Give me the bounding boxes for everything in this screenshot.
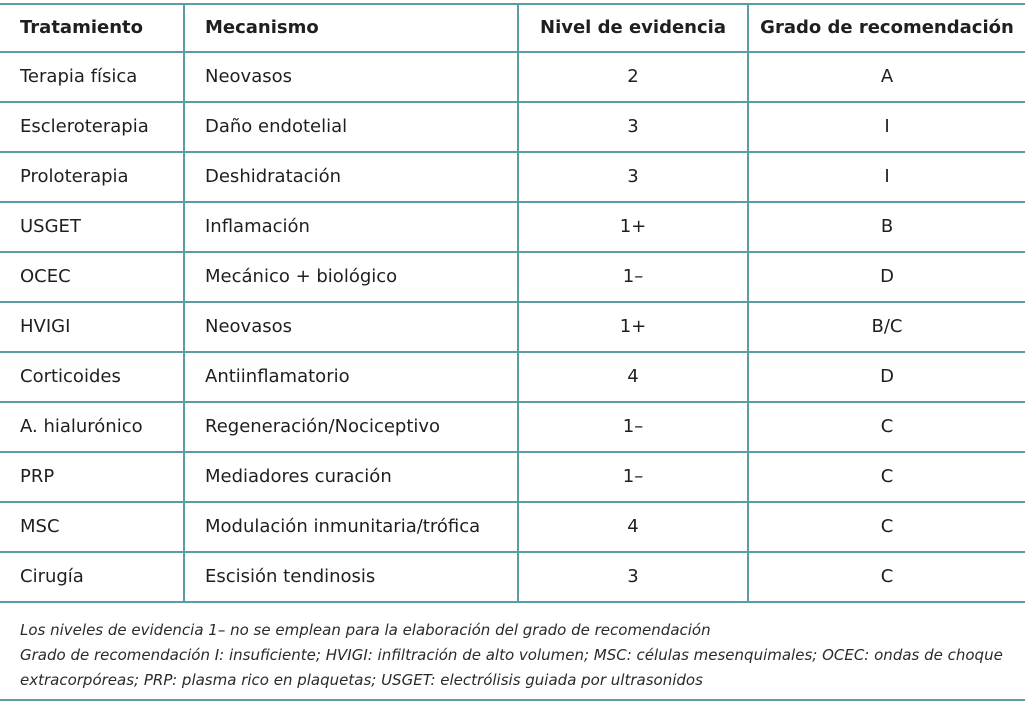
cell-treatment: USGET: [0, 202, 184, 252]
table-row: [0, 452, 1025, 502]
table-row: [0, 402, 1025, 452]
table-row: [0, 252, 1025, 302]
cell-treatment: Escleroterapia: [0, 102, 184, 152]
table-row: [0, 52, 1025, 102]
cell-recommendation-grade: C: [748, 552, 1025, 602]
cell-mechanism: Inflamación: [184, 202, 518, 252]
table-row: [0, 552, 1025, 602]
cell-recommendation-grade: I: [748, 152, 1025, 202]
evidence-table: [0, 3, 1025, 603]
cell-recommendation-grade: B/C: [748, 302, 1025, 352]
cell-treatment: Corticoides: [0, 352, 184, 402]
table-row: [0, 152, 1025, 202]
cell-recommendation-grade: D: [748, 352, 1025, 402]
footnote-abbreviations: Grado de recomendación I: insuficiente; HVIGI: infiltración de alto volumen; MSC: células mesenquimales; OCEC: ondas de choque extracorpóreas; PRP: plasma rico en plaquetas; USGET: electrólisis guiada por ultrasonidos: [20, 646, 1003, 689]
cell-treatment: Cirugía: [0, 552, 184, 602]
cell-recommendation-grade: C: [748, 452, 1025, 502]
cell-mechanism: Modulación inmunitaria/trófica: [184, 502, 518, 552]
cell-evidence-level: 1+: [518, 302, 748, 352]
cell-mechanism: Daño endotelial: [184, 102, 518, 152]
header-recommendation-grade: Grado de recomendación: [748, 4, 1025, 52]
cell-evidence-level: 3: [518, 552, 748, 602]
cell-mechanism: Neovasos: [184, 52, 518, 102]
table-header: [0, 4, 1025, 52]
cell-evidence-level: 1–: [518, 402, 748, 452]
table-row: [0, 302, 1025, 352]
cell-recommendation-grade: D: [748, 252, 1025, 302]
cell-treatment: MSC: [0, 502, 184, 552]
header-treatment: Tratamiento: [0, 4, 184, 52]
cell-evidence-level: 1–: [518, 452, 748, 502]
cell-evidence-level: 1+: [518, 202, 748, 252]
cell-recommendation-grade: B: [748, 202, 1025, 252]
cell-mechanism: Mecánico + biológico: [184, 252, 518, 302]
cell-evidence-level: 2: [518, 52, 748, 102]
cell-evidence-level: 3: [518, 102, 748, 152]
table-row: [0, 502, 1025, 552]
cell-evidence-level: 4: [518, 352, 748, 402]
footnote-evidence-levels: Los niveles de evidencia 1– no se emplean para la elaboración del grado de recomendación: [20, 621, 711, 639]
header-evidence-level: Nivel de evidencia: [518, 4, 748, 52]
cell-treatment: HVIGI: [0, 302, 184, 352]
table-row: [0, 202, 1025, 252]
table-row: [0, 352, 1025, 402]
cell-evidence-level: 4: [518, 502, 748, 552]
cell-treatment: Proloterapia: [0, 152, 184, 202]
cell-mechanism: Antiinflamatorio: [184, 352, 518, 402]
cell-treatment: PRP: [0, 452, 184, 502]
table-row: [0, 102, 1025, 152]
cell-mechanism: Escisión tendinosis: [184, 552, 518, 602]
cell-mechanism: Regeneración/Nociceptivo: [184, 402, 518, 452]
cell-mechanism: Neovasos: [184, 302, 518, 352]
cell-recommendation-grade: C: [748, 502, 1025, 552]
table-footnotes: [0, 606, 1025, 701]
cell-evidence-level: 1–: [518, 252, 748, 302]
table-body: [0, 52, 1025, 602]
cell-treatment: Terapia física: [0, 52, 184, 102]
cell-evidence-level: 3: [518, 152, 748, 202]
cell-treatment: A. hialurónico: [0, 402, 184, 452]
cell-mechanism: Mediadores curación: [184, 452, 518, 502]
cell-recommendation-grade: A: [748, 52, 1025, 102]
cell-recommendation-grade: C: [748, 402, 1025, 452]
cell-mechanism: Deshidratación: [184, 152, 518, 202]
header-row: [0, 4, 1025, 52]
header-mechanism: Mecanismo: [184, 4, 518, 52]
cell-treatment: OCEC: [0, 252, 184, 302]
cell-recommendation-grade: I: [748, 102, 1025, 152]
